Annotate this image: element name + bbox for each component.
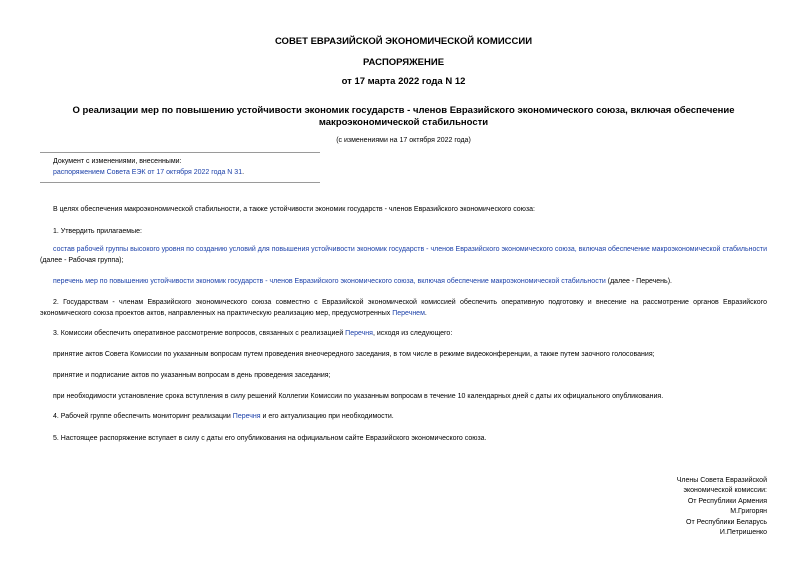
paragraph-2-text: 2. Государствам - членам Евразийского экономического союза совместно с Евразийской экономической комиссией обеспечить оперативную подготовку и внесение на рассмотрение органов Евразийского экономического союза проектов актов, направленных на практическую реализацию мер, предусмотренных	[40, 299, 767, 317]
paragraph-3a: принятие актов Совета Комиссии по указанным вопросам путем проведения внеочередного заседания, в том числе в режиме видеоконференции, а также путем заочного голосования;	[53, 351, 655, 358]
list-link-p4[interactable]: Перечня	[232, 413, 261, 420]
paragraph-3-text: 3. Комиссии обеспечить оперативное рассмотрение вопросов, связанных с реализацией	[53, 330, 346, 337]
paragraph-3	[40, 328, 767, 339]
paragraph-4	[40, 411, 767, 422]
list-link-p2[interactable]: Перечнем	[392, 310, 425, 317]
paragraph-1a	[40, 244, 767, 266]
paragraph-1b	[40, 276, 767, 287]
changes-suffix: .	[242, 169, 245, 176]
document-title: О реализации мер по повышению устойчивости экономик государств - членов Евразийского экономического союза, включая обеспечение макроэкономической стабильности	[72, 105, 735, 128]
paragraph-5: 5. Настоящее распоряжение вступает в силу с даты его опубликования на официальном сайте Евразийского экономического союза.	[53, 435, 487, 442]
working-group-composition-link[interactable]: состав рабочей группы высокого уровня по созданию условий для повышения устойчивости экономик государств - членов Евразийского экономического союза, включая обеспечение макроэкономической стабильности	[53, 246, 767, 253]
signature-line: Члены Совета Евразийской	[676, 477, 767, 484]
revision-note: (с изменениями на 17 октября 2022 года)	[336, 137, 471, 144]
paragraph-2-tail: .	[424, 310, 427, 317]
measures-list-link[interactable]: перечень мер по повышению устойчивости экономик государств - членов Евразийского экономического союза, включая обеспечение макроэкономической стабильности	[53, 278, 606, 285]
changes-divider-top	[40, 152, 320, 153]
paragraph-1: 1. Утвердить прилагаемые:	[53, 228, 142, 235]
amendment-link[interactable]: распоряжением Совета ЕЭК от 17 октября 2022 года N 31	[53, 169, 243, 176]
issuing-body: СОВЕТ ЕВРАЗИЙСКОЙ ЭКОНОМИЧЕСКОЙ КОМИССИИ	[274, 36, 533, 47]
paragraph-2	[40, 297, 767, 319]
signature-line: От Республики Беларусь	[686, 518, 767, 526]
changes-divider-bottom	[40, 182, 320, 183]
signature-line: М.Григорян	[730, 508, 767, 516]
paragraph-3-tail: , исходя из следующего:	[372, 330, 453, 337]
paragraph-1b-tail: (далее - Перечень).	[605, 278, 672, 285]
intro-paragraph: В целях обеспечения макроэкономической стабильности, а также устойчивости экономик государств - членов Евразийского экономического союза:	[53, 206, 535, 213]
changes-block	[53, 156, 244, 178]
paragraph-3b: принятие и подписание актов по указанным вопросам в день проведения заседания;	[53, 372, 331, 379]
document-date-number: от 17 марта 2022 года N 12	[341, 76, 466, 87]
paragraph-4-tail: и его актуализацию при необходимости.	[260, 413, 394, 420]
list-link-p3[interactable]: Перечня	[345, 330, 373, 337]
paragraph-4-text: 4. Рабочей группе обеспечить мониторинг реализации	[53, 413, 233, 420]
signature-line: От Республики Армения	[687, 497, 767, 505]
paragraph-1a-tail: (далее - Рабочая группа);	[40, 257, 124, 264]
document-type: РАСПОРЯЖЕНИЕ	[362, 57, 445, 68]
signature-block	[567, 476, 767, 538]
changes-label: Документ с изменениями, внесенными:	[53, 158, 182, 165]
signature-line: экономической комиссии:	[683, 487, 767, 495]
signature-line: И.Петришенко	[719, 529, 767, 537]
paragraph-3c: при необходимости установление срока вступления в силу решений Коллегии Комиссии по указанным вопросам в течение 10 календарных дней с даты их официального опубликования.	[53, 393, 664, 400]
changes-line	[53, 167, 244, 178]
